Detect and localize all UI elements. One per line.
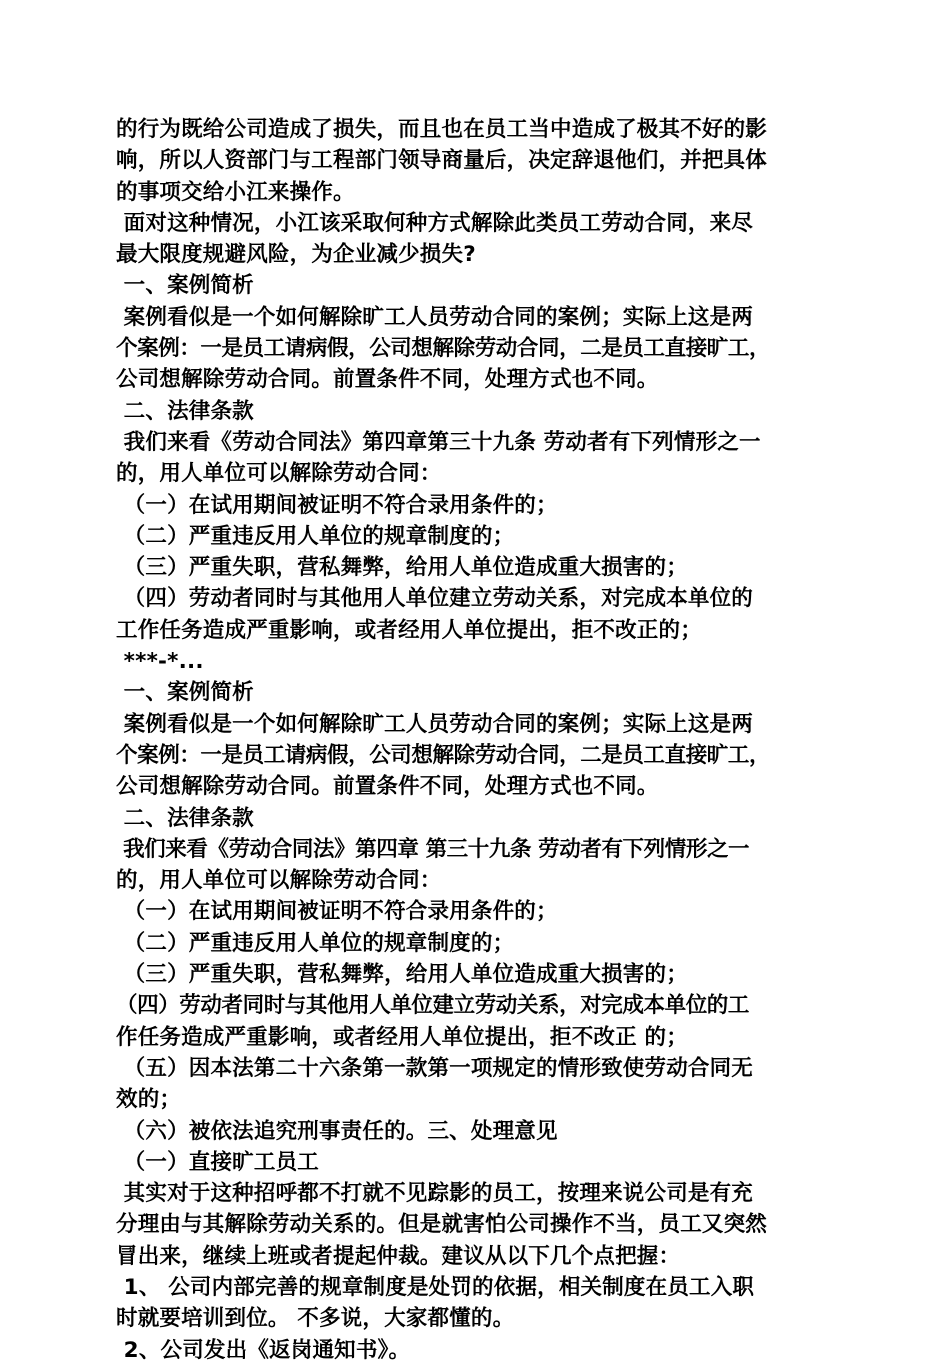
text-line: 的行为既给公司造成了损失，而且也在员工当中造成了极其不好的影: [116, 117, 768, 142]
text-line: 面对这种情况，小江该采取何种方式解除此类员工劳动合同，来尽: [116, 210, 753, 236]
section-heading: 一、案例简析: [116, 273, 254, 299]
document-body: [116, 114, 846, 1366]
text-line: 最大限度规避风险，为企业减少损失?: [116, 242, 476, 268]
text-line: 案例看似是一个如何解除旷工人员劳动合同的案例；实际上这是两: [116, 711, 753, 737]
list-item: （一）直接旷工员工: [116, 1149, 319, 1175]
list-item: 2、公司发出《返岗通知书》。: [116, 1337, 411, 1363]
text-line: 其实对于这种招呼都不打就不见踪影的员工，按理来说公司是有充: [116, 1181, 753, 1207]
text-line: 工作任务造成严重影响，或者经用人单位提出，拒不改正的；: [116, 617, 702, 643]
list-item: 1、 公司内部完善的规章制度是处罚的依据，相关制度在员工入职: [116, 1274, 755, 1300]
text-line: 公司想解除劳动合同。前置条件不同，处理方式也不同。: [116, 367, 659, 393]
list-item: （二）严重违反用人单位的规章制度的；: [116, 930, 515, 956]
text-line: ***-*...: [116, 649, 204, 675]
section-heading: 二、法律条款: [116, 398, 254, 424]
list-item: （一）在试用期间被证明不符合录用条件的；: [116, 492, 558, 518]
section-heading: 二、法律条款: [116, 805, 254, 831]
section-heading: 一、案例简析: [116, 680, 254, 706]
text-line: 时就要培训到位。 不多说，大家都懂的。: [116, 1306, 515, 1332]
text-line: 个案例：一是员工请病假，公司想解除劳动合同，二是员工直接旷工，: [116, 742, 771, 768]
list-item: （二）严重违反用人单位的规章制度的；: [116, 523, 515, 549]
text-line: 冒出来，继续上班或者提起仲裁。建议从以下几个点把握：: [116, 1243, 681, 1269]
text-line: 的，用人单位可以解除劳动合同：: [116, 868, 442, 894]
text-line: 个案例：一是员工请病假，公司想解除劳动合同，二是员工直接旷工，: [116, 336, 771, 362]
text-line: 效的；: [116, 1087, 182, 1113]
list-item: （三）严重失职，营私舞弊，给用人单位造成重大损害的；: [116, 962, 688, 988]
text-line: 我们来看《劳动合同法》第四章 第三十九条 劳动者有下列情形之一: [116, 836, 750, 862]
list-item: （三）严重失职，营私舞弊，给用人单位造成重大损害的；: [116, 555, 688, 581]
text-line: 的，用人单位可以解除劳动合同：: [116, 461, 442, 487]
list-item: （四）劳动者同时与其他用人单位建立劳动关系，对完成本单位的工: [116, 993, 750, 1019]
list-item: （四）劳动者同时与其他用人单位建立劳动关系，对完成本单位的: [116, 586, 753, 612]
text-line: 的事项交给小江来操作。: [116, 179, 355, 205]
list-item: （一）在试用期间被证明不符合录用条件的；: [116, 899, 558, 925]
text-line: 公司想解除劳动合同。前置条件不同，处理方式也不同。: [116, 774, 659, 800]
text-line: 案例看似是一个如何解除旷工人员劳动合同的案例；实际上这是两: [116, 304, 753, 330]
list-item: （六）被依法追究刑事责任的。三、处理意见: [116, 1118, 558, 1144]
text-line: 分理由与其解除劳动关系的。但是就害怕公司操作不当，员工又突然: [116, 1212, 768, 1238]
text-line: 作任务造成严重影响，或者经用人单位提出，拒不改正 的；: [116, 1024, 688, 1050]
text-line: 我们来看《劳动合同法》第四章第三十九条 劳动者有下列情形之一: [116, 429, 761, 455]
text-line: 响，所以人资部门与工程部门领导商量后，决定辞退他们，并把具体: [116, 148, 768, 174]
list-item: （五）因本法第二十六条第一款第一项规定的情形致使劳动合同无: [116, 1055, 753, 1081]
